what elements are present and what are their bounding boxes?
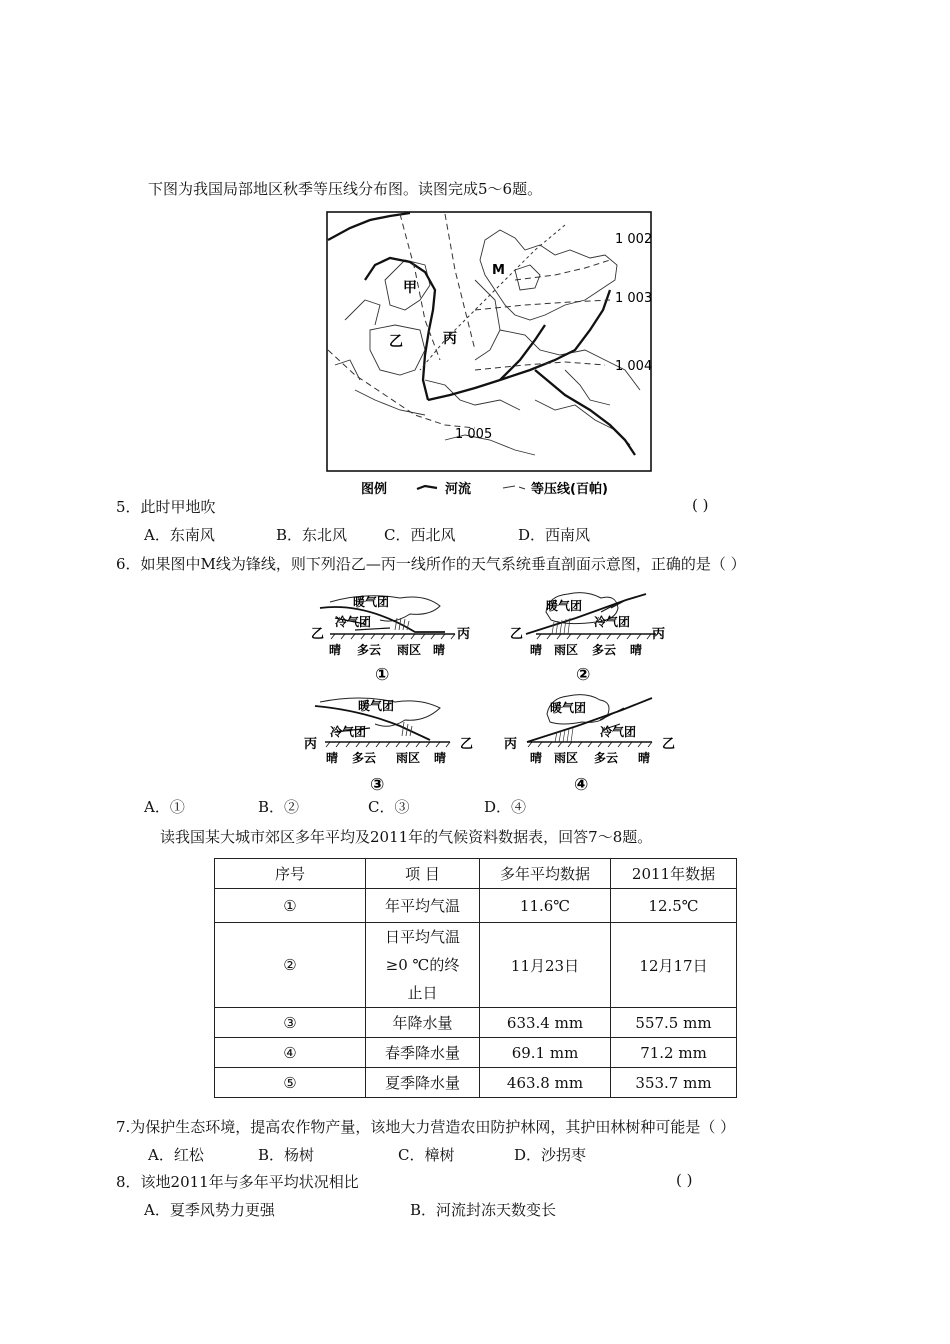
header-avg: 多年平均数据 (480, 859, 611, 889)
svg-text:冷气团: 冷气团 (330, 725, 367, 739)
svg-text:雨区: 雨区 (554, 751, 579, 765)
question-5-answer-paren: ( ) (692, 496, 709, 514)
front-diagram-2 (506, 588, 691, 686)
isobar-label-1002: 1 002 (615, 232, 653, 247)
svg-text:丙: 丙 (652, 627, 666, 642)
isobar-map (325, 210, 655, 500)
climate-data-table (214, 858, 737, 1098)
q6-option-a: A．① (144, 798, 185, 816)
q5-option-c: C．西北风 (384, 526, 456, 544)
svg-text:①: ① (375, 665, 390, 685)
label-M: M (492, 263, 505, 278)
header-2011: 2011年数据 (611, 859, 737, 889)
svg-text:乙: 乙 (460, 737, 474, 752)
q5-option-b: B．东北风 (276, 526, 348, 544)
svg-text:晴: 晴 (630, 643, 643, 657)
svg-text:冷气团: 冷气团 (335, 615, 372, 629)
legend-river: 河流 (445, 482, 472, 497)
q7-option-b: B．杨树 (258, 1146, 315, 1164)
q5-option-d: D．西南风 (518, 526, 591, 544)
legend-title: 图例 (361, 482, 388, 497)
header-no: 序号 (215, 859, 366, 889)
svg-text:乙: 乙 (510, 627, 524, 642)
question-8-answer-paren: ( ) (676, 1171, 693, 1189)
legend-isobar-symbol (503, 486, 525, 489)
svg-text:晴: 晴 (434, 751, 447, 765)
svg-text:多云: 多云 (357, 643, 382, 657)
q6-option-b: B．② (258, 798, 300, 816)
svg-text:乙: 乙 (311, 627, 325, 642)
svg-text:②: ② (576, 665, 591, 685)
q6-option-c: C．③ (368, 798, 410, 816)
svg-text:晴: 晴 (638, 751, 651, 765)
front-diagram-3 (300, 692, 485, 794)
question-6-stem: 6．如果图中M线为锋线，则下列沿乙—丙一线所作的天气系统垂直剖面示意图，正确的是（ ） (116, 555, 746, 573)
front-diagram-4 (502, 692, 687, 794)
svg-text:雨区: 雨区 (397, 643, 422, 657)
header-item: 项 目 (366, 859, 480, 889)
svg-text:晴: 晴 (530, 751, 543, 765)
isobar-label-1005: 1 005 (455, 427, 493, 442)
q8-option-a: A．夏季风势力更强 (144, 1201, 275, 1219)
label-bing: 丙 (443, 331, 457, 347)
label-yi: 乙 (389, 334, 403, 350)
svg-text:③: ③ (370, 775, 385, 794)
table-row: ④ 春季降水量 69.1 mm 71.2 mm (215, 1038, 737, 1068)
svg-text:丙: 丙 (457, 627, 471, 642)
svg-text:暖气团: 暖气团 (546, 599, 583, 613)
legend-isobar: 等压线(百帕) (531, 482, 608, 497)
svg-text:冷气团: 冷气团 (600, 725, 637, 739)
svg-text:暖气团: 暖气团 (353, 595, 390, 609)
table-row: ③ 年降水量 633.4 mm 557.5 mm (215, 1008, 737, 1038)
intro-text-1: 下图为我国局部地区秋季等压线分布图。读图完成5～6题。 (148, 180, 543, 198)
q7-option-a: A．红松 (148, 1146, 204, 1164)
svg-text:多云: 多云 (594, 751, 619, 765)
intro-text-2: 读我国某大城市郊区多年平均及2011年的气候资料数据表，回答7～8题。 (160, 828, 653, 846)
isobar-label-1003: 1 003 (615, 291, 653, 306)
svg-text:丙: 丙 (304, 737, 318, 752)
question-8-stem: 8．该地2011年与多年平均状况相比 (116, 1173, 359, 1191)
svg-text:晴: 晴 (433, 643, 446, 657)
svg-text:暖气团: 暖气团 (550, 701, 587, 715)
svg-text:晴: 晴 (329, 643, 342, 657)
table-row: ⑤ 夏季降水量 463.8 mm 353.7 mm (215, 1068, 737, 1098)
svg-text:丙: 丙 (504, 737, 518, 752)
svg-text:雨区: 雨区 (396, 751, 421, 765)
svg-text:多云: 多云 (592, 643, 617, 657)
front-diagram-1 (305, 588, 490, 686)
svg-text:④: ④ (574, 775, 589, 794)
table-row: ② 日平均气温 ≥0 ℃的终 止日 11月23日 12月17日 (215, 923, 737, 1008)
question-7-stem: 7.为保护生态环境，提高农作物产量，该地大力营造农田防护林网，其护田林树种可能是（ ） (116, 1118, 736, 1136)
table-row: ① 年平均气温 11.6℃ 12.5℃ (215, 889, 737, 923)
svg-text:冷气团: 冷气团 (594, 615, 631, 629)
q7-option-c: C．樟树 (398, 1146, 455, 1164)
svg-text:暖气团: 暖气团 (358, 699, 395, 713)
table-header-row (215, 859, 737, 889)
svg-text:晴: 晴 (326, 751, 339, 765)
label-jia: 甲 (403, 280, 417, 296)
svg-text:雨区: 雨区 (554, 643, 579, 657)
svg-text:多云: 多云 (352, 751, 377, 765)
q7-option-d: D．沙拐枣 (514, 1146, 587, 1164)
svg-text:晴: 晴 (530, 643, 543, 657)
svg-text:乙: 乙 (662, 737, 676, 752)
question-5-stem: 5．此时甲地吹 (116, 498, 216, 516)
q6-option-d: D．④ (484, 798, 527, 816)
q8-option-b: B．河流封冻天数变长 (410, 1201, 557, 1219)
q5-option-a: A．东南风 (144, 526, 215, 544)
legend-river-symbol (417, 486, 437, 489)
isobar-label-1004: 1 004 (615, 359, 653, 374)
